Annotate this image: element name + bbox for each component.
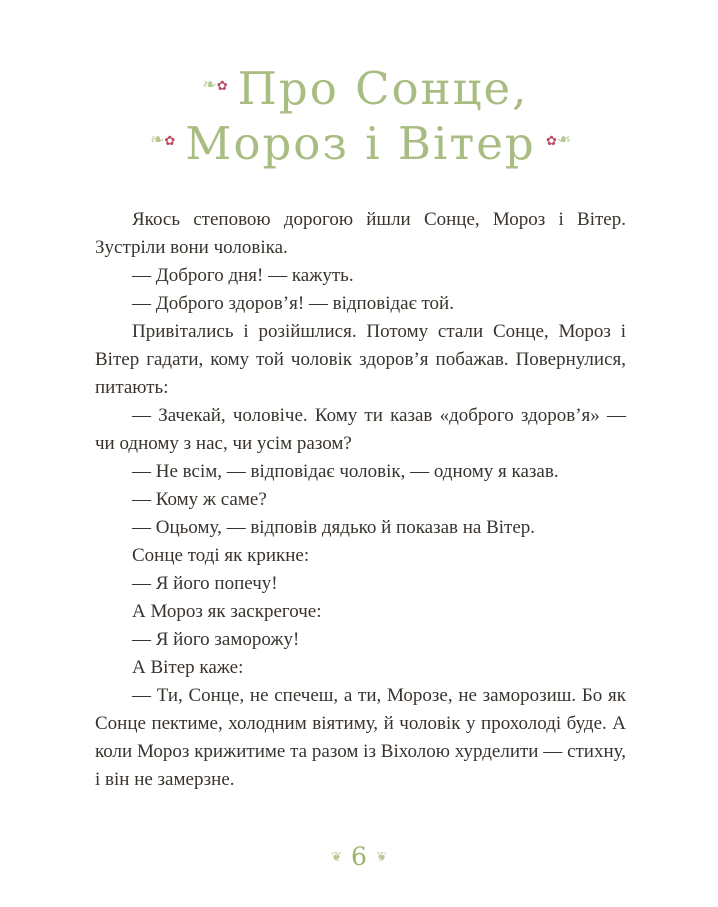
story-paragraph: — Ти, Сонце, не спечеш, а ти, Морозе, не заморозиш. Бо як Сонце пектиме, холодним віятиму, й чоловік у прохолоді буде. А коли Мороз крижитиме та разом із Віхолою хурделити — стихну, і він не замерзне. xyxy=(95,684,626,790)
floral-ornament-icon: ❦ xyxy=(375,850,387,865)
story-title-line-2 xyxy=(95,117,626,172)
leaf-glyph: ❧ xyxy=(556,129,571,150)
story-paragraph: — Доброго здоров’я! — відповідає той. xyxy=(132,292,454,314)
story-paragraph: Сонце тоді як крикне: xyxy=(132,544,310,566)
story-paragraph: — Я його заморожу! xyxy=(132,628,300,650)
story-title-line-1 xyxy=(95,62,626,117)
story-title-text-2: Мороз і Вітер xyxy=(185,116,536,170)
story-paragraph: — Кому ж саме? xyxy=(132,488,267,510)
leaf-glyph: ❧ xyxy=(150,129,165,150)
page-number: 6 xyxy=(351,842,367,871)
story-paragraph: А Мороз як заскрегоче: xyxy=(132,600,322,622)
story-paragraph: — Зачекай, чоловіче. Кому ти казав «доброго здоров’я» — чи одному з нас, чи усім разом? xyxy=(95,404,626,454)
story-paragraph: — Не всім, — відповідає чоловік, — одному я казав. xyxy=(132,460,559,482)
story-title xyxy=(95,62,626,172)
page-footer xyxy=(0,842,718,871)
flower-glyph: ✿ xyxy=(216,79,228,94)
floral-ornament-icon: ❦ xyxy=(331,850,343,865)
story-body xyxy=(95,206,626,794)
leaf-glyph: ❧ xyxy=(202,75,217,95)
story-paragraph: — Я його попечу! xyxy=(132,572,278,594)
floral-ornament-icon xyxy=(150,130,175,151)
story-title-text-1: Про Сонце, xyxy=(237,62,529,115)
floral-ornament-icon xyxy=(203,75,228,96)
story-paragraph: Привітались і розійшлися. Потому стали Сонце, Мороз і Вітер гадати, кому той чоловік здоров’я побажав. Повернулися, питають: xyxy=(95,320,626,398)
story-paragraph: А Вітер каже: xyxy=(132,656,244,678)
story-paragraph: — Оцьому, — відповів дядько й показав на Вітер. xyxy=(132,516,536,538)
flower-glyph: ✿ xyxy=(164,133,176,149)
story-paragraph: Якось степовою дорогою йшли Сонце, Мороз і Вітер. Зустріли вони чоловіка. xyxy=(95,208,626,258)
flower-glyph: ✿ xyxy=(545,133,557,149)
story-paragraph: — Доброго дня! — кажуть. xyxy=(132,264,354,286)
floral-ornament-icon xyxy=(546,130,571,151)
